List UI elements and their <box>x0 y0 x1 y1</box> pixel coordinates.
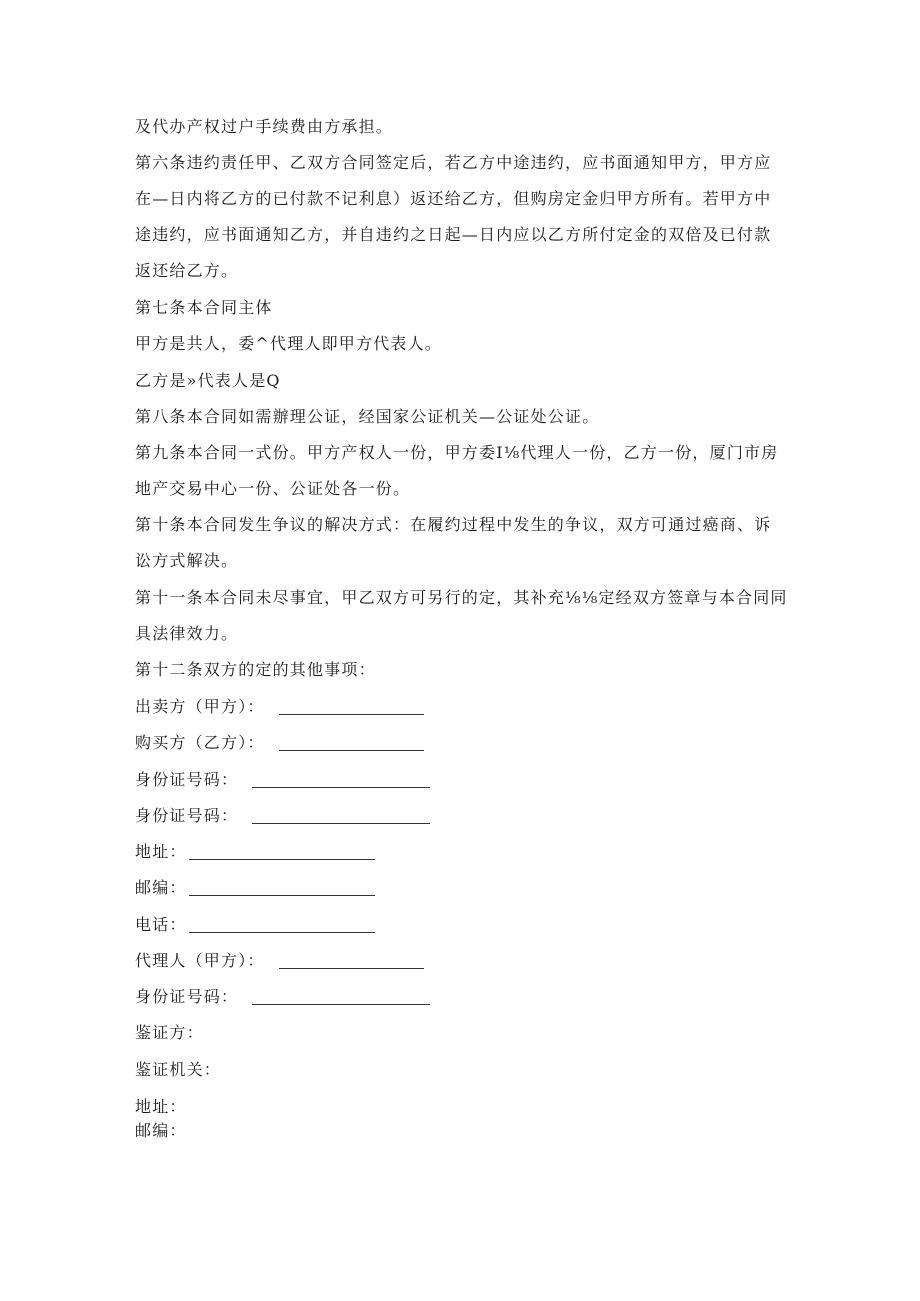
id-number-label: 身份证号码： <box>135 770 239 789</box>
postcode-field <box>135 877 375 899</box>
paragraph-line: 第八条本合同如需辦理公证，经国家公证机关—公证处公证。 <box>135 407 600 426</box>
paragraph-line: 返还给乙方。 <box>135 261 239 280</box>
agent-blank[interactable] <box>279 952 424 969</box>
agent-label: 代理人（甲方）： <box>135 951 265 970</box>
paragraph-line: 及代办产权过户手续费由方承担。 <box>135 117 394 136</box>
paragraph-line: 第九条本合同一式份。甲方产权人一份，甲方委I⅛代理人一份，乙方一份，厦门市房 <box>135 443 779 462</box>
paragraph-line: 途违约，应书面通知乙方，并自违约之日起—日内应以乙方所付定金的双倍及已付款 <box>135 225 772 244</box>
seller-blank[interactable] <box>279 698 424 715</box>
footer-address-label: 地址： <box>135 1097 187 1116</box>
id-number-blank[interactable] <box>252 988 430 1005</box>
agent-field <box>135 950 424 972</box>
id-number-label: 身份证号码： <box>135 987 239 1006</box>
seller-field <box>135 696 424 718</box>
address-label: 地址： <box>135 842 187 861</box>
buyer-field <box>135 732 424 754</box>
phone-field <box>135 914 375 936</box>
paragraph-line: 第十条本合同发生争议的解决方式：在履约过程中发生的争议，双方可通过癌商、诉 <box>135 515 772 534</box>
phone-blank[interactable] <box>189 916 375 933</box>
id-number-blank[interactable] <box>252 807 430 824</box>
phone-label: 电话： <box>135 915 187 934</box>
footer-postcode-label: 邮编： <box>135 1121 187 1140</box>
paragraph-line: 第六条违约责任甲、乙双方合同签定后，若乙方中途违约，应书面通知甲方，甲方应 <box>135 153 772 172</box>
paragraph-line: 甲方是共人，委^代理人即甲方代表人。 <box>135 334 443 353</box>
buyer-blank[interactable] <box>279 734 424 751</box>
paragraph-line: 乙方是»代表人是Q <box>135 371 281 390</box>
paragraph-line: 讼方式解决。 <box>135 551 239 570</box>
paragraph-line: 具法律效力。 <box>135 624 239 643</box>
section-heading: 第七条本合同主体 <box>135 298 273 317</box>
id-number-field <box>135 986 430 1008</box>
id-number-label: 身份证号码： <box>135 806 239 825</box>
id-number-field <box>135 805 430 827</box>
address-blank[interactable] <box>189 843 375 860</box>
paragraph-line: 地产交易中心一份、公证处各一份。 <box>135 479 411 498</box>
id-number-field <box>135 769 430 791</box>
notary-label: 鉴证方： <box>135 1023 204 1042</box>
id-number-blank[interactable] <box>252 771 430 788</box>
section-heading: 第十二条双方的定的其他事项： <box>135 660 376 679</box>
address-field <box>135 841 375 863</box>
paragraph-line: 在—日内将乙方的已付款不记利息）返还给乙方，但购房定金归甲方所有。若甲方中 <box>135 189 772 208</box>
buyer-label: 购买方（乙方）： <box>135 733 265 752</box>
postcode-label: 邮编： <box>135 878 187 897</box>
notary-org-label: 鉴证机关： <box>135 1060 222 1079</box>
postcode-blank[interactable] <box>189 879 375 896</box>
paragraph-line: 第十一条本合同未尽事宜，甲乙双方可另行的定，其补充⅛⅛定经双方签章与本合同同 <box>135 588 788 607</box>
seller-label: 出卖方（甲方）： <box>135 697 265 716</box>
